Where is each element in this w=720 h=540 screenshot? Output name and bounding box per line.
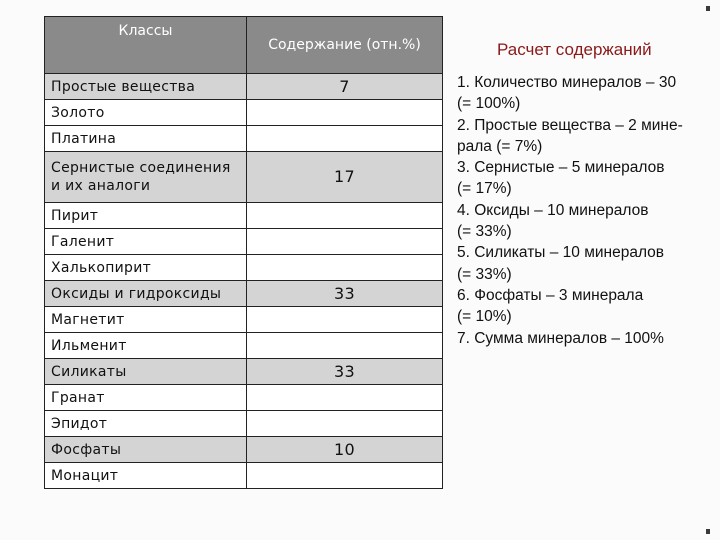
table-row <box>45 152 443 203</box>
table-row <box>45 281 443 307</box>
calc-line: 6. Фосфаты – 3 минерала <box>457 286 644 304</box>
table-row <box>45 385 443 411</box>
mineral-label: Монацит <box>45 463 247 489</box>
table-row <box>45 333 443 359</box>
table-row <box>45 463 443 489</box>
calc-title: Расчет содержаний <box>497 40 652 59</box>
mineral-value <box>247 255 443 281</box>
mineral-label: Эпидот <box>45 411 247 437</box>
class-label: Силикаты <box>45 359 247 385</box>
mineral-label: Золото <box>45 100 247 126</box>
mineral-label: Магнетит <box>45 307 247 333</box>
table-row <box>45 100 443 126</box>
class-label: Простые вещества <box>45 74 247 100</box>
calc-line: 4. Оксиды – 10 минералов <box>457 201 649 219</box>
mineral-label: Платина <box>45 126 247 152</box>
table-row <box>45 255 443 281</box>
class-value: 33 <box>247 281 443 307</box>
class-label: Фосфаты <box>45 437 247 463</box>
table-row <box>45 307 443 333</box>
decorative-bar-bottom <box>706 529 710 534</box>
mineral-value <box>247 463 443 489</box>
header-classes: Классы <box>45 17 247 74</box>
calc-line: 5. Силикаты – 10 минералов <box>457 244 665 262</box>
class-label: Сернистые соединения и их аналоги <box>45 152 247 203</box>
mineral-value <box>247 333 443 359</box>
calc-list <box>457 72 717 349</box>
class-value: 7 <box>247 74 443 100</box>
calc-line: 2. Простые вещества – 2 мине- <box>457 116 683 134</box>
class-value: 33 <box>247 359 443 385</box>
mineral-value <box>247 229 443 255</box>
mineral-value <box>247 126 443 152</box>
table-row <box>45 411 443 437</box>
mineral-label: Ильменит <box>45 333 247 359</box>
calc-line: 1. Количество минералов – 30 <box>457 74 677 91</box>
calc-line: 3. Сернистые – 5 минералов <box>457 159 665 177</box>
table-row <box>45 359 443 385</box>
calc-line: (= 10%) <box>457 308 512 326</box>
table-row <box>45 74 443 100</box>
table-row <box>45 437 443 463</box>
mineral-label: Гранат <box>45 385 247 411</box>
calc-line: (= 17%) <box>457 180 512 198</box>
calc-line: (= 33%) <box>457 265 512 283</box>
mineral-label: Пирит <box>45 203 247 229</box>
calc-line: (= 100%) <box>457 95 521 113</box>
mineral-label: Галенит <box>45 229 247 255</box>
class-value: 17 <box>247 152 443 203</box>
table-header-row <box>45 17 443 74</box>
mineral-value <box>247 307 443 333</box>
calc-line: 7. Сумма минералов – 100% <box>457 329 664 347</box>
mineral-value <box>247 203 443 229</box>
mineral-value <box>247 411 443 437</box>
mineral-value <box>247 100 443 126</box>
calc-line: (= 33%) <box>457 223 512 241</box>
header-content: Содержание (отн.%) <box>247 17 443 74</box>
decorative-bar-top <box>706 6 710 11</box>
mineral-label: Халькопирит <box>45 255 247 281</box>
calc-line: рала (= 7%) <box>457 137 543 155</box>
mineral-value <box>247 385 443 411</box>
class-label: Оксиды и гидроксиды <box>45 281 247 307</box>
table-row <box>45 229 443 255</box>
class-value: 10 <box>247 437 443 463</box>
minerals-table <box>44 16 443 489</box>
table-row <box>45 126 443 152</box>
table-row <box>45 203 443 229</box>
